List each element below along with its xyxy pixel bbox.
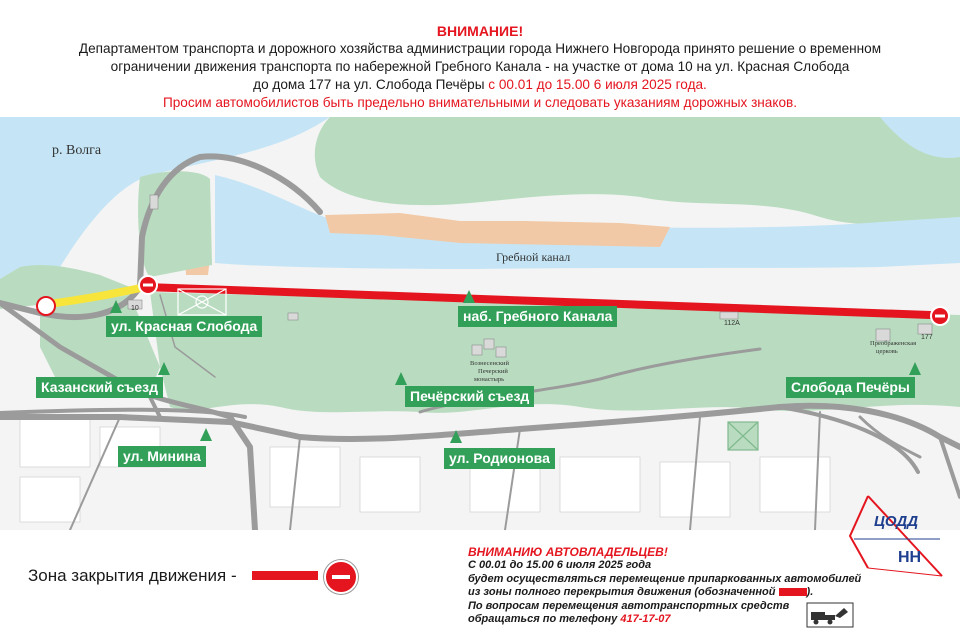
label-minina: ул. Минина xyxy=(118,446,206,467)
closure-zone-chip xyxy=(779,588,807,596)
house-10-label: 10 xyxy=(131,305,139,312)
label-krasnaya-sloboda: ул. Красная Слобода xyxy=(106,316,262,337)
announcement-title: ВНИМАНИЕ! xyxy=(436,23,524,39)
volga-label: р. Волга xyxy=(52,143,102,158)
marker-naberezhnaya xyxy=(463,290,475,303)
logo-bottom-text: НН xyxy=(898,549,922,566)
house-112a-label: 112А xyxy=(724,320,740,327)
notice-line-3-end: ). xyxy=(806,586,814,599)
notice-line-2: будет осуществляться перемещение припаркованных автомобилей xyxy=(468,572,862,585)
announcement-line-4: Просим автомобилистов быть предельно внимательными и следовать указаниям дорожных знаков. xyxy=(162,95,798,110)
announcement-header xyxy=(0,0,960,112)
marker-minina xyxy=(200,428,212,441)
marker-rodionova xyxy=(450,430,462,443)
notice-line-5-text: обращаться по телефону xyxy=(468,613,621,626)
announcement-line-2: ограничении движения транспорта по набережной Гребного Канала - на участке от дома 10 на ул. Красная Слобода xyxy=(110,59,850,74)
notice-phone: 417-17-07 xyxy=(620,613,671,626)
label-pechersky: Печёрский съезд xyxy=(405,386,534,407)
marker-kazansky xyxy=(158,362,170,375)
slope-greenery-west xyxy=(138,171,212,277)
codd-nn-logo xyxy=(848,488,944,584)
label-kazansky: Казанский съезд xyxy=(36,377,163,398)
label-sloboda-pechery: Слобода Печёры xyxy=(786,377,915,398)
notice-line-4: По вопросам перемещения автотранспортных средств xyxy=(468,599,790,612)
notice-title: ВНИМАНИЮ АВТОВЛАДЕЛЬЦЕВ! xyxy=(468,545,668,559)
monastery-label-1: Вознесенский xyxy=(470,360,510,367)
church-label-1: Преображенская xyxy=(870,340,917,347)
legend-closure-line xyxy=(252,571,318,580)
monastery-label-2: Печерский xyxy=(478,368,508,375)
notice-line-3 xyxy=(468,586,868,599)
announcement-line-3-text: до дома 177 на ул. Слобода Печёры xyxy=(253,77,489,92)
no-entry-sign-kremlin xyxy=(37,297,55,315)
monastery-label-3: монастырь xyxy=(474,376,505,383)
marker-sloboda-pechery xyxy=(909,362,921,375)
announcement-line-1: Департаментом транспорта и дорожного хозяйства администрации города Нижнего Новгорода принято решение о временном xyxy=(78,41,882,56)
label-naberezhnaya: наб. Гребного Канала xyxy=(458,306,617,327)
no-entry-sign-icon xyxy=(324,560,358,594)
marker-krasnaya-sloboda xyxy=(110,300,122,313)
square-park xyxy=(728,422,758,450)
notice-line-3-text: из зоны полного перекрытия движения (обозначенной xyxy=(468,586,776,599)
label-rodionova: ул. Родионова xyxy=(444,448,555,469)
announcement-period: с 00.01 до 15.00 6 июля 2025 года. xyxy=(488,77,707,92)
tow-truck-icon xyxy=(806,602,854,628)
house-177-label: 177 xyxy=(921,334,933,341)
church-label-2: церковь xyxy=(876,348,898,355)
marker-pechersky xyxy=(395,372,407,385)
notice-line-1: С 00.01 до 15.00 6 июля 2025 года xyxy=(468,559,652,572)
announcement-line-3 xyxy=(0,76,960,94)
logo-top-text: ЦОДД xyxy=(874,513,919,530)
canal-label: Гребной канал xyxy=(496,250,571,264)
no-entry-sign-east xyxy=(931,307,949,325)
legend-label: Зона закрытия движения - xyxy=(28,566,237,585)
no-entry-sign-west xyxy=(139,276,157,294)
